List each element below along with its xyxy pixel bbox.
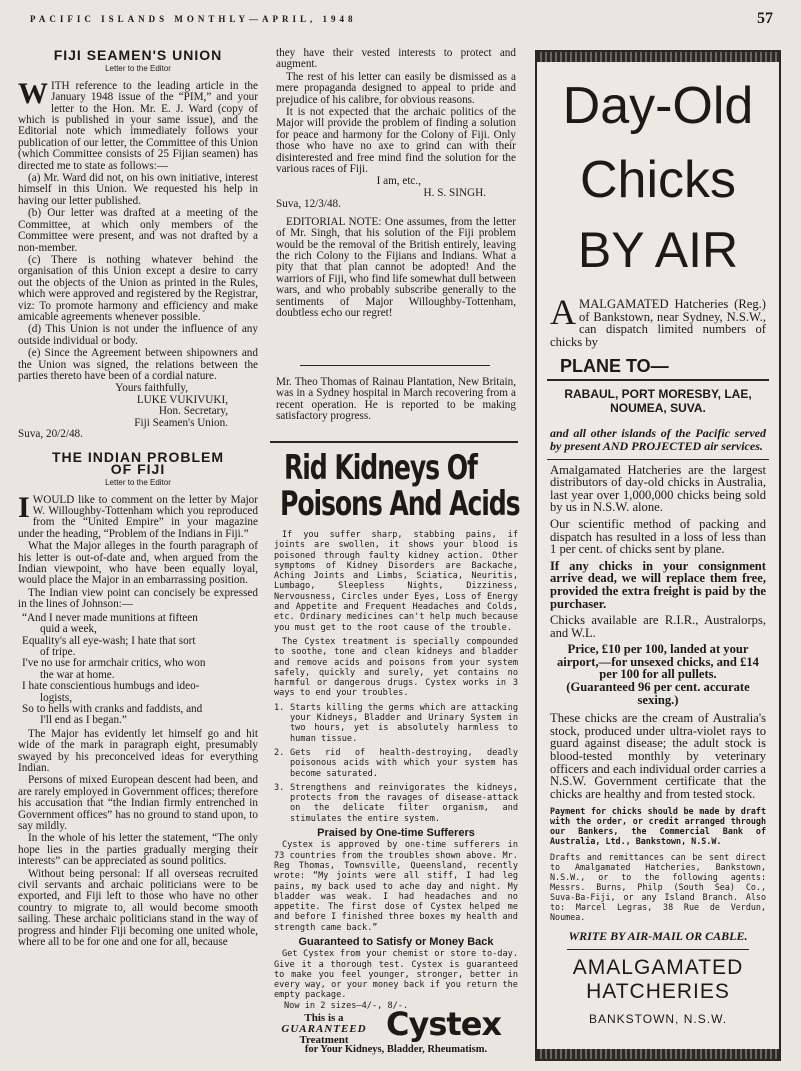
drop-cap: W	[18, 76, 48, 110]
drop-cap: I	[18, 490, 30, 524]
point-number: 2.	[274, 747, 285, 758]
indian-problem-title-1: THE INDIAN PROBLEM	[52, 449, 224, 466]
editorial-note: EDITORIAL NOTE: One assumes, from the letter of Mr. Singh, that his solution of the Fiji problem would be the removal of the British entirely, leaving the rich Colony to the Fijians and Indians. What a pity that that plan cannot be adopted! And the warriors of Fiji, who find life somewhat dull between wars, and who probably subscribe generally to the sentiments of Major Willoughby-Tottenham, doubtless echo our regret!	[276, 215, 516, 319]
testimonial: Cystex is approved by one-time sufferers in 73 countries from the troubles shown above. Mr. Reg Thomas, Townsville, Queensland, recently wrote: “My joints were all stiff, I had leg pains, my back used to ache day and night. My bladder was weak. I had headaches and no appetite. The first dose of Cystex helped me and before I finished three boxes my health and strength came back.”	[274, 840, 518, 933]
seamen-point-c: (c) There is nothing whatever behind the organisation of this Union except a desire to carry out the objects of the Union as printed in the Rules, which were approved and registered by the Registrar, viz: To promote harmony and efficiency and make amicable agreements whenever possible.	[18, 253, 258, 323]
continued-paragraph: It is not expected that the archaic politics of the Major will provide the problem of finding a solution for peace and harmony for the Colony of Fiji. Only those who have no axe to grind can with their disinterested and free mind find the solution for the various races of Fiji.	[276, 106, 516, 176]
guarantee-tag: This is a GUARANTEED Treatment	[281, 1012, 367, 1046]
write-instruction: WRITE BY AIR-MAIL OR CABLE.	[568, 929, 748, 944]
cystex-paragraph: If you suffer sharp, stabbing pains, if joints are swollen, it shows your blood is poisoned through faulty kidney action. Other symptoms of Kidney Disorders are Backache, Aching Joints and Limbs, Sciatica, Neuritis, Lumbago, Sleepless Nights, Dizziness, Nervousness, Circles under Eyes, Loss of Energy and Appetite and Frequent Headaches and Colds, etc. Ordinary medicines can't help much because you must get to the root cause of the trouble.	[274, 530, 518, 633]
page-number: 57	[757, 10, 773, 27]
verse-line: I've no use for armchair critics, who won	[22, 657, 206, 670]
divider	[300, 365, 490, 366]
indian-letter-label: Letter to the Editor	[105, 478, 171, 488]
point-number: 3.	[274, 782, 285, 793]
sexing-guarantee: (Guaranteed 96 per cent. accurate sexing.)	[566, 680, 750, 707]
plane-to-heading: PLANE TO—	[547, 348, 769, 381]
chicks-paragraph: Our scientific method of packing and dispatch has resulted in a loss of less than 1 per cent. of chicks sent by plane.	[550, 516, 766, 557]
indian-paragraph: The Major has evidently let himself go and hit wide of the mark in paragraph eight, presumably swayed by his preconceived ideas for everything Indian.	[18, 727, 258, 774]
continued-paragraph: The rest of his letter can easily be dismissed as a mere propaganda designed to appeal to pride and prejudice of his calibre, for obvious reasons.	[276, 70, 516, 106]
cystex-points	[274, 703, 518, 824]
point-number: 1.	[274, 702, 285, 713]
guarantee-heading: Guaranteed to Satisfy or Money Back	[298, 935, 494, 948]
company-name-2: HATCHERIES	[586, 980, 730, 1004]
seamen-intro-paragraph: WITH reference to the leading article in the January 1948 issue of the “PIM,” and your letter to the Hon. Mr. E. J. Ward (copy of which is published in your same issue), and the Editorial note which immediately follows your publication of our letter, the Committee of this Union (which Committee consists of 25 Fijian seamen) has directed me to state as follows:—	[18, 76, 258, 172]
verse-line: logists,	[40, 691, 73, 704]
destinations: RABAUL, PORT MORESBY, LAE, NOUMEA, SUVA.	[564, 387, 752, 416]
verse-line: the war at home.	[40, 668, 115, 681]
cystex-point	[274, 783, 518, 824]
ad-title-chicks: Chicks	[579, 151, 737, 209]
chicks-breeds: Chicks available are R.I.R., Australorps, and W.L.	[550, 613, 766, 640]
islands-served: and all other islands of the Pacific served by present AND PROJECTED air services.	[550, 426, 766, 453]
verse-line: I'll end as I began.”	[40, 714, 127, 727]
indian-paragraph: The Indian view point can concisely be expressed in the lines of Johnson:—	[18, 586, 258, 611]
cystex-point	[274, 748, 518, 779]
ad-border-band	[537, 1049, 779, 1059]
cystex-advertisement	[274, 450, 518, 1060]
indian-paragraph: Persons of mixed European descent had been, and are rarely employed in Government offices; therefore his accusation that “the Indian firmly entrenched in Government offices” has no ground to stand upon, to say mildly.	[18, 774, 258, 832]
agents-info: Drafts and remittances can be sent direct to Amalgamated Hatcheries, Bankstown, N.S.W., or to the following agents: Messrs. Burns, Philp (South Sea) Co., Suva-Ba-Fiji, or any Island Branch. Also to: Marcel Legras, 38 Rue de Verdun, Noumea.	[550, 852, 766, 923]
chicks-advertisement	[535, 50, 781, 1061]
chicks-paragraph: Amalgamated Hatcheries are the largest distributors of day-old chicks in Australia, last year over 1,000,000 chicks being sold by us in N.S.W. alone.	[550, 462, 766, 515]
ad-border-band	[537, 52, 779, 62]
company-name-1: AMALGAMATED	[572, 956, 744, 980]
verse-line: “And I never made munitions at fifteen	[22, 611, 198, 624]
seamen-point-a: (a) Mr. Ward did not, on his own initiative, interest himself in this Union. We requested his help in having our letter published.	[18, 172, 258, 207]
cystex-logo: Cystex	[386, 1005, 502, 1043]
cystex-paragraph: The Cystex treatment is specially compounded to soothe, tone and clean kidneys and bladder and remove acids and poisons from your system safely, quickly and surely, yet contains no harmful or dangerous drugs. Cystex works in 3 ways to end your troubles.	[274, 636, 518, 699]
indian-paragraph: What the Major alleges in the fourth paragraph of his letter is out-of-date and, when argued from the Indian viewpoint, who have been equally loyal, would place the Major in an embarrassing position.	[18, 540, 258, 587]
closing-line: I am, etc.,	[376, 175, 421, 188]
seamen-union-title: FIJI SEAMEN'S UNION	[53, 47, 223, 63]
verse-line: of tripe.	[40, 645, 76, 658]
news-item: Mr. Theo Thomas of Rainau Plantation, New Britain, was in a Sydney hospital in March recovering from a recent operation. He is reported to be making satisfactory progress.	[276, 376, 516, 423]
closing-line: Yours faithfully,	[115, 382, 188, 395]
ad-title-by-air: BY AIR	[577, 222, 739, 278]
signatory-name: LUKE VUKIVUKI,	[136, 393, 228, 406]
seamen-letter-label: Letter to the Editor	[105, 64, 171, 74]
guarantee-text: Get Cystex from your chemist or store to-day. Give it a thorough test. Cystex is guaranteed to make you feel younger, stronger, better in every way, or your money back if you return the empty package.	[274, 949, 518, 1001]
left-column	[18, 47, 258, 949]
payment-terms: Payment for chicks should be made by draft with the order, or credit arranged through our Bankers, the Commercial Bank of Australia, Ltd., Bankstown, N.S.W.	[550, 806, 766, 847]
verse-line: So to hells with cranks and faddists, and	[22, 702, 203, 715]
praised-heading: Praised by One-time Sufferers	[317, 827, 475, 840]
chicks-price: Price, £10 per 100, landed at your airport,—for unsexed chicks, and £14 per 100 for all pullets.	[557, 642, 759, 682]
indian-paragraph: Without being personal: If all overseas recruited civil servants and archaic politicians were to be exported, and Fiji left to those who have no other country to migrate to, all would become smooth sailing. These archaic politicians stand in the way of progress and hinder Fiji becoming one united whole, where all to be for one and one for all, because	[18, 867, 258, 949]
signatory-union: Fiji Seamen's Union.	[134, 416, 228, 429]
cystex-point	[274, 703, 518, 744]
middle-column-top	[276, 48, 516, 320]
point-text: Strengthens and reinvigorates the kidneys, protects from the ravages of disease-attack on the delicate filter organism, and stimulates the entire system.	[290, 782, 518, 824]
seamen-point-d: (d) This Union is not under the influence of any outside individual or body.	[18, 323, 258, 347]
chicks-intro: AMALGAMATED Hatcheries (Reg.) of Bankstown, near Sydney, N.S.W., can dispatch limited numbers of chicks by	[550, 292, 766, 349]
ad-title-day-old: Day-Old	[562, 77, 754, 135]
cystex-headline-1: Rid Kidneys Of	[284, 448, 477, 488]
cystex-tagline: for Your Kidneys, Bladder, Rheumatism.	[304, 1044, 488, 1055]
point-text: Gets rid of health-destroying, deadly poisonous acids with which your system has become saturated.	[290, 747, 518, 779]
cystex-headline-2: Poisons And Acids	[280, 484, 520, 524]
point-text: Starts killing the germs which are attacking your Kidneys, Bladder and Urinary System in two hours, yet is absolutely harmless to human tissue.	[290, 702, 518, 744]
verse-line: quid a week,	[40, 623, 97, 636]
continued-paragraph: they have their vested interests to protect and augment.	[276, 47, 516, 71]
running-header: PACIFIC ISLANDS MONTHLY—APRIL, 1948	[30, 14, 357, 24]
company-address: BANKSTOWN, N.S.W.	[588, 1012, 728, 1027]
seamen-point-b: (b) Our letter was drafted at a meeting of the Committee, at which only members of the Committee were present, and was not drafted by a non-member.	[18, 207, 258, 254]
chicks-paragraph: These chicks are the cream of Australia's stock, produced under ultra-violet rays to guard against disease; the adult stock is blood-tested monthly by veterinary officers and each individual order carries a N.S.W. Government certificate that the chicks are healthy and from tested stock.	[550, 711, 766, 801]
drop-cap: A	[550, 292, 576, 332]
indian-paragraph: In the whole of his letter the statement, “The only hope lies in the parties gradually merging their interests” can be appreciated as sound politics.	[18, 832, 258, 868]
seamen-point-e: (e) Since the Agreement between shipowners and the Union was signed, the relations between the parties thereto have been of a cordial nature.	[18, 347, 258, 382]
indian-problem-title-2: OF FIJI	[110, 460, 166, 477]
sizes: Now in 2 sizes—4/-, 8/-.	[284, 1000, 409, 1011]
replacement-guarantee: If any chicks in your consignment arrive dead, we will replace them free, provided the extra freight is paid by the purchaser.	[550, 558, 766, 611]
verse-quote	[22, 613, 258, 727]
indian-intro-paragraph: IWOULD like to comment on the letter by Major W. Willoughby-Tottenham which you reproduced from the “United Empire” in your magazine under the heading, “Problem of the Indians in Fiji.”	[18, 490, 258, 540]
place-date: Suva, 12/3/48.	[276, 198, 341, 211]
verse-line: I hate conscientious humbugs and ideo-	[22, 680, 200, 693]
signatory-name: H. S. SINGH.	[423, 186, 486, 199]
verse-line: Equality's all eye-wash; I hate that sort	[22, 634, 196, 647]
place-date: Suva, 20/2/48.	[18, 428, 83, 440]
divider	[270, 441, 518, 443]
signatory-role: Hon. Secretary,	[158, 405, 228, 418]
